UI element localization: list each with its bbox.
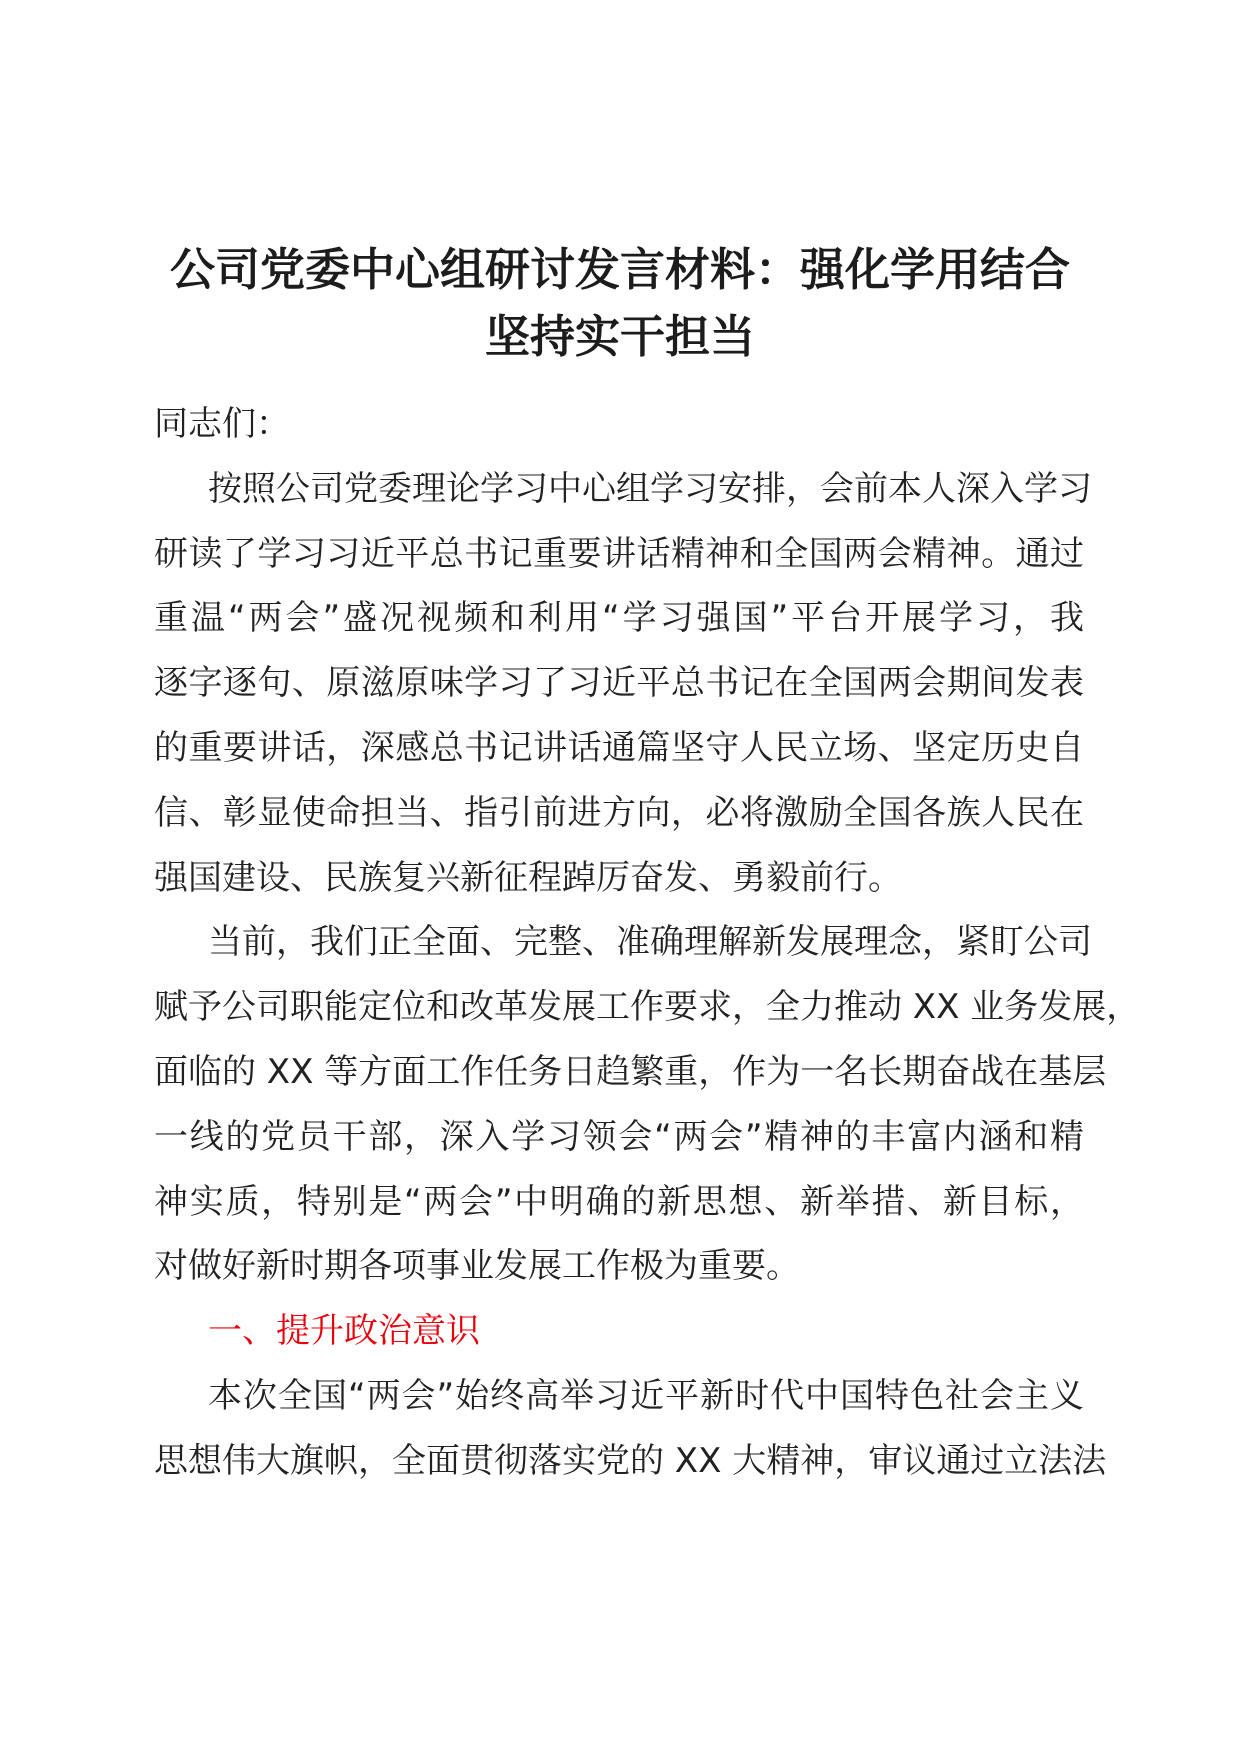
paragraph-line: 强国建设、民族复兴新征程踔厉奋发、勇毅前行。 [154, 857, 902, 898]
paragraph-line: 研读了学习习近平总书记重要讲话精神和全国两会精神。通过 [154, 533, 1084, 574]
paragraph-line: 本次全国“两会”始终高举习近平新时代中国特色社会主义 [208, 1375, 1084, 1416]
paragraph-line: 对做好新时期各项事业发展工作极为重要。 [154, 1246, 800, 1287]
paragraph-line: 信、彰显使命担当、指引前进方向，必将激励全国各族人民在 [154, 792, 1084, 833]
paragraph-line: 神实质，特别是“两会”中明确的新思想、新举措、新目标， [154, 1181, 1084, 1222]
paragraph-line: 的重要讲话，深感总书记讲话通篇坚守人民立场、坚定历史自 [154, 727, 1084, 768]
document-body [154, 392, 1141, 1494]
paragraph-line: 逐字逐句、原滋原味学习了习近平总书记在全国两会期间发表 [154, 663, 1084, 704]
paragraph-line: 赋予公司职能定位和改革发展工作要求，全力推动 XX 业务发展， [154, 987, 1141, 1028]
title-line: 坚持实干担当 [484, 310, 755, 363]
section-heading: 一、提升政治意识 [208, 1311, 480, 1352]
paragraph-line: 重温“两会”盛况视频和利用“学习强国”平台开展学习，我 [154, 598, 1084, 639]
body-paragraph [154, 1364, 1107, 1494]
salutation: 同志们： [154, 404, 290, 444]
document-title [0, 236, 1240, 370]
body-paragraph [154, 457, 1092, 911]
paragraph-line: 面临的 XX 等方面工作任务日趋繁重，作为一名长期奋战在基层 [154, 1051, 1107, 1092]
body-paragraph [154, 910, 1141, 1299]
paragraph-line: 当前，我们正全面、完整、准确理解新发展理念，紧盯公司 [208, 922, 1092, 963]
paragraph-line: 一线的党员干部，深入学习领会“两会”精神的丰富内涵和精 [154, 1116, 1084, 1157]
title-line: 公司党委中心组研讨发言材料：强化学用结合 [169, 243, 1070, 296]
paragraph-line: 按照公司党委理论学习中心组学习安排，会前本人深入学习 [208, 468, 1092, 509]
paragraph-line: 思想伟大旗帜，全面贯彻落实党的 XX 大精神，审议通过立法法 [154, 1440, 1107, 1481]
